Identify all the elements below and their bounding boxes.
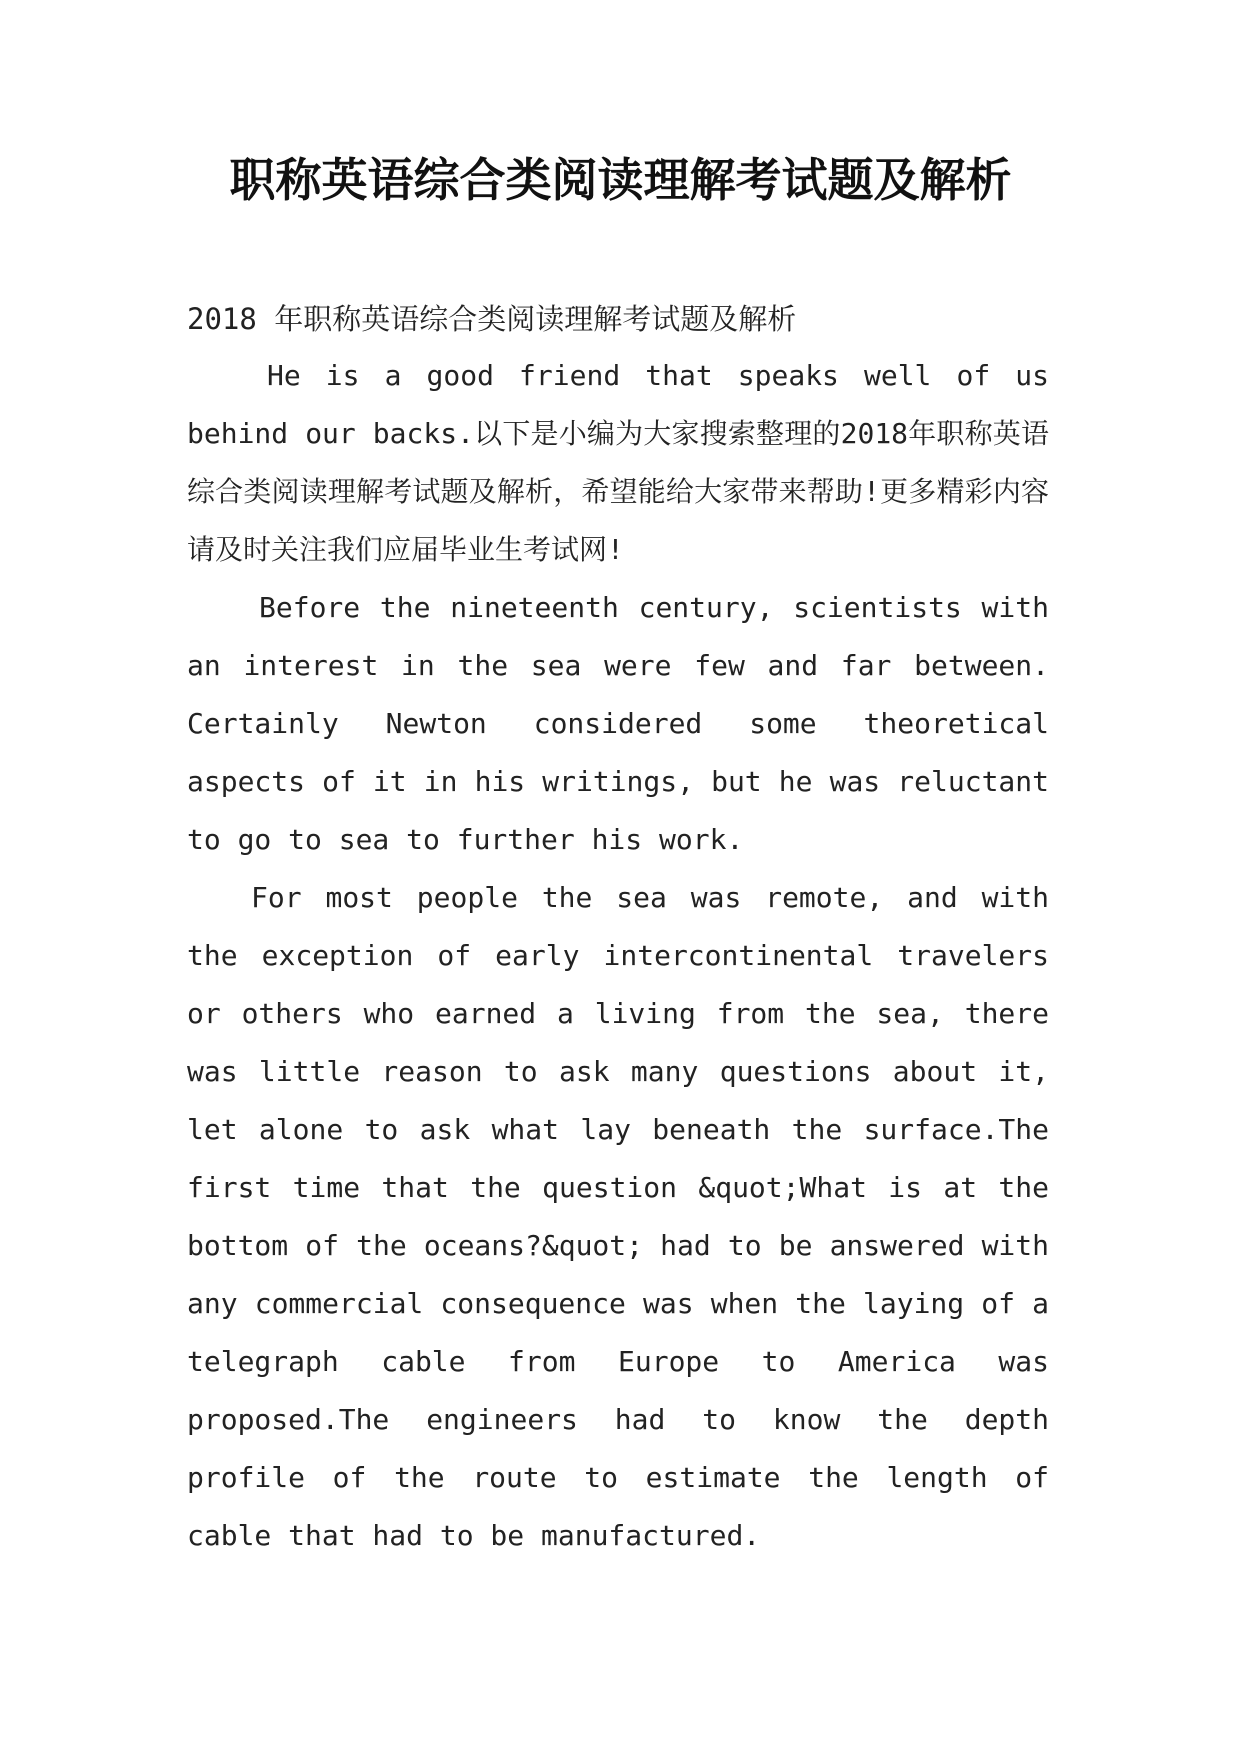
document-body bbox=[187, 291, 1049, 1565]
paragraph-newton: Before the nineteenth century, scientists with an interest in the sea were few and far between. Certainly Newton considered some theoretical aspects of it in his writings, but he was reluctant to go to sea to further his work. bbox=[187, 591, 1049, 856]
paragraph-intro: He is a good friend that speaks well of us behind our backs.以下是小编为大家搜索整理的2018年职称英语综合类阅读理解考试题及解析，希望能给大家带来帮助!更多精彩内容请及时关注我们应届毕业生考试网! bbox=[187, 359, 1049, 566]
paragraph-ocean-bottom: For most people the sea was remote, and with the exception of early intercontinental travelers or others who earned a living from the sea, there was little reason to ask many questions about it, let alone to ask what lay beneath the surface.The first time that the question &quot;What is at the bottom of the oceans?&quot; had to be answered with any commercial consequence was when the laying of a telegraph cable from Europe to America was proposed.The engineers had to know the depth profile of the route to estimate the length of cable that had to be manufactured. bbox=[187, 881, 1049, 1552]
document-title: 职称英语综合类阅读理解考试题及解析 bbox=[229, 153, 1012, 207]
document-subtitle: 2018 年职称英语综合类阅读理解考试题及解析 bbox=[187, 302, 797, 336]
